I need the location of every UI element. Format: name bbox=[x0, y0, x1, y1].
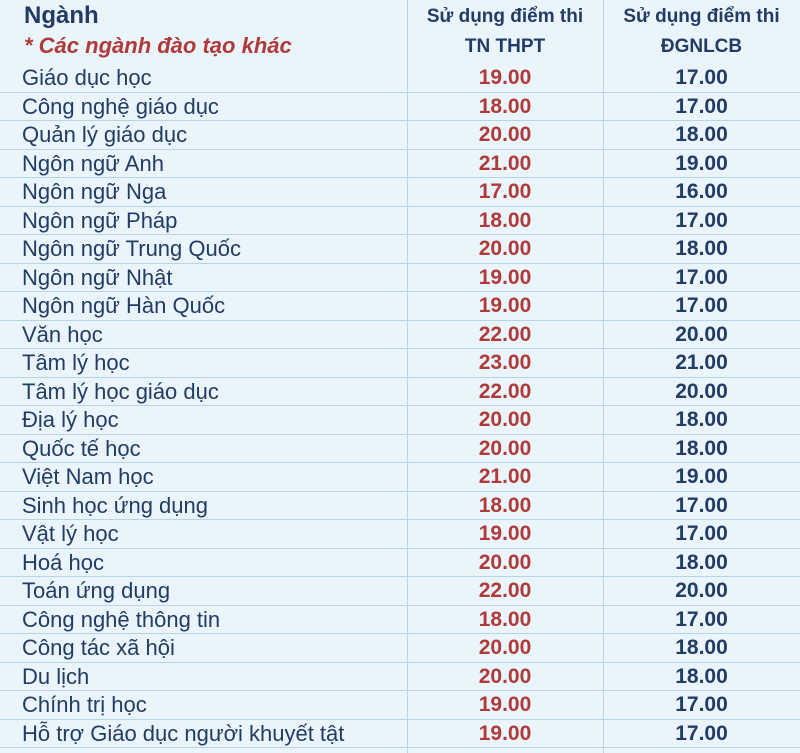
score-tn-thpt: 18.00 bbox=[478, 493, 532, 517]
score-tn-thpt: 22.00 bbox=[478, 322, 532, 346]
major-name: Toán ứng dụng bbox=[22, 578, 171, 603]
score-dgnlcb: 18.00 bbox=[675, 550, 728, 574]
table-row bbox=[0, 235, 800, 264]
table-row bbox=[0, 64, 800, 93]
score-tn-thpt: 20.00 bbox=[478, 408, 532, 431]
column-header-line: TN THPT bbox=[464, 36, 546, 57]
score-dgnlcb: 18.00 bbox=[675, 436, 728, 460]
table-row bbox=[0, 492, 800, 521]
score-tn-thpt: 21.00 bbox=[478, 465, 532, 488]
major-name: Ngôn ngữ Nga bbox=[22, 179, 167, 204]
score-tn-thpt: 20.00 bbox=[478, 123, 532, 146]
major-name: Tâm lý học bbox=[22, 350, 130, 375]
table-row bbox=[0, 178, 800, 207]
table-row bbox=[0, 264, 800, 293]
major-name: Tâm lý học giáo dục bbox=[22, 378, 219, 404]
score-dgnlcb: 17.00 bbox=[675, 265, 728, 289]
score-tn-thpt: 19.00 bbox=[478, 66, 532, 89]
score-tn-thpt: 20.00 bbox=[478, 550, 532, 574]
table-row bbox=[0, 406, 800, 435]
score-tn-thpt: 18.00 bbox=[478, 607, 532, 631]
major-name: Hỗ trợ Giáo dục người khuyết tật bbox=[22, 720, 345, 746]
score-tn-thpt: 19.00 bbox=[478, 265, 532, 289]
score-dgnlcb: 18.00 bbox=[675, 636, 728, 659]
major-name: Công tác xã hội bbox=[22, 635, 175, 660]
table-row bbox=[0, 93, 800, 122]
table-row bbox=[0, 292, 800, 321]
score-dgnlcb: 20.00 bbox=[675, 579, 728, 602]
score-dgnlcb: 17.00 bbox=[675, 208, 728, 232]
major-name: Công nghệ giáo dục bbox=[22, 93, 219, 119]
score-tn-thpt: 18.00 bbox=[478, 208, 532, 232]
table-row bbox=[0, 121, 800, 150]
score-dgnlcb: 19.00 bbox=[675, 151, 728, 175]
score-dgnlcb: 18.00 bbox=[675, 408, 728, 431]
major-name: Địa lý học bbox=[22, 407, 119, 432]
score-tn-thpt: 20.00 bbox=[478, 237, 532, 260]
table-row bbox=[0, 378, 800, 407]
header-subtitle: * Các ngành đào tạo khác bbox=[24, 33, 292, 58]
table-row bbox=[0, 349, 800, 378]
table-row bbox=[0, 321, 800, 350]
major-name: Ngôn ngữ Anh bbox=[22, 150, 164, 176]
major-name: Hoá học bbox=[22, 549, 104, 575]
header-title: Ngành bbox=[24, 2, 99, 29]
score-dgnlcb: 20.00 bbox=[675, 322, 728, 346]
score-tn-thpt: 20.00 bbox=[478, 436, 532, 460]
major-name: Quản lý giáo dục bbox=[22, 122, 188, 147]
score-tn-thpt: 20.00 bbox=[478, 636, 532, 659]
table-row bbox=[0, 150, 800, 179]
major-name: Ngôn ngữ Hàn Quốc bbox=[22, 293, 226, 318]
score-dgnlcb: 17.00 bbox=[675, 493, 728, 517]
major-name: Chính trị học bbox=[22, 692, 147, 717]
column-header-tn-thpt bbox=[407, 2, 603, 62]
major-name: Ngôn ngữ Trung Quốc bbox=[22, 236, 241, 261]
table-row bbox=[0, 663, 800, 692]
major-name: Giáo dục học bbox=[22, 65, 152, 90]
score-tn-thpt: 22.00 bbox=[478, 579, 532, 602]
score-dgnlcb: 18.00 bbox=[675, 664, 728, 688]
score-dgnlcb: 17.00 bbox=[675, 721, 728, 745]
score-dgnlcb: 17.00 bbox=[675, 66, 728, 89]
major-name: Ngôn ngữ Pháp bbox=[22, 207, 178, 233]
score-tn-thpt: 19.00 bbox=[478, 721, 532, 745]
table-row bbox=[0, 435, 800, 464]
table-row bbox=[0, 577, 800, 606]
table-row bbox=[0, 720, 800, 749]
score-tn-thpt: 22.00 bbox=[478, 379, 532, 403]
score-dgnlcb: 17.00 bbox=[675, 94, 728, 118]
major-name: Công nghệ thông tin bbox=[22, 606, 221, 632]
score-tn-thpt: 20.00 bbox=[478, 664, 532, 688]
major-name: Sinh học ứng dụng bbox=[22, 492, 208, 518]
major-name: Văn học bbox=[22, 321, 103, 347]
score-dgnlcb: 17.00 bbox=[675, 294, 728, 317]
table-row bbox=[0, 520, 800, 549]
score-dgnlcb: 17.00 bbox=[675, 522, 728, 545]
major-name: Ngôn ngữ Nhật bbox=[22, 264, 173, 290]
column-header-line: Sử dụng điểm thi bbox=[623, 6, 780, 27]
major-name: Việt Nam học bbox=[22, 464, 154, 489]
column-header-line: Sử dụng điểm thi bbox=[426, 6, 584, 27]
column-header-line: ĐGNLCB bbox=[660, 36, 743, 57]
score-tn-thpt: 19.00 bbox=[478, 693, 532, 716]
score-dgnlcb: 20.00 bbox=[675, 379, 728, 403]
table-row bbox=[0, 463, 800, 492]
score-dgnlcb: 21.00 bbox=[675, 351, 728, 374]
table-row bbox=[0, 606, 800, 635]
table-row bbox=[0, 691, 800, 720]
score-tn-thpt: 17.00 bbox=[478, 180, 532, 203]
score-dgnlcb: 16.00 bbox=[675, 180, 728, 203]
score-dgnlcb: 17.00 bbox=[675, 607, 728, 631]
major-name: Du lịch bbox=[22, 663, 90, 689]
score-dgnlcb: 18.00 bbox=[675, 237, 728, 260]
score-dgnlcb: 18.00 bbox=[675, 123, 728, 146]
score-dgnlcb: 19.00 bbox=[675, 465, 728, 488]
major-name: Quốc tế học bbox=[22, 435, 141, 461]
column-header-dgnlcb bbox=[603, 2, 800, 62]
table-row bbox=[0, 549, 800, 578]
table-header bbox=[0, 0, 800, 64]
table-row bbox=[0, 207, 800, 236]
score-tn-thpt: 21.00 bbox=[478, 151, 532, 175]
major-name: Vật lý học bbox=[22, 521, 119, 546]
table-row bbox=[0, 634, 800, 663]
table-body bbox=[0, 64, 800, 748]
score-tn-thpt: 18.00 bbox=[478, 94, 532, 118]
score-tn-thpt: 19.00 bbox=[478, 294, 532, 317]
score-tn-thpt: 19.00 bbox=[478, 522, 532, 545]
score-tn-thpt: 23.00 bbox=[478, 351, 532, 374]
score-dgnlcb: 17.00 bbox=[675, 693, 728, 716]
